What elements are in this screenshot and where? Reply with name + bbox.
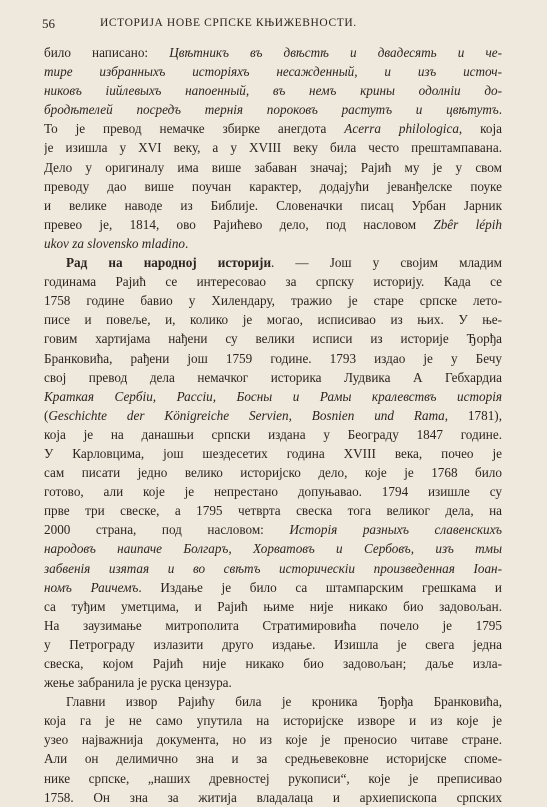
text-line [44, 444, 502, 463]
text-segment: 1758 године бавио у Хилендару, тражио је старе српске лето- [44, 293, 502, 309]
text-segment: никовъ іийлевыхъ напоенный, въ немъ крины одолніи до- [44, 83, 502, 99]
text-segment: Рад на народној историји [66, 255, 272, 271]
text-line [44, 425, 502, 444]
text-segment: На заузимање митрополита Стратимировића почело је 1795 [44, 617, 502, 633]
text-line [44, 463, 502, 482]
text-line [44, 349, 502, 368]
text-line [44, 177, 502, 196]
text-segment: годинама Рајић се интересовао за српску историју. Када се [44, 274, 502, 290]
text-segment: која га је не само упутила на историјске изворе и из које је [44, 713, 502, 729]
text-segment: свеска, којом Рајић није никако био задовољан; даље изла- [44, 656, 502, 671]
text-segment: прве три свеске, а 1795 четврта свеска тога великог дела, на [44, 503, 502, 519]
text-line [44, 62, 502, 81]
text-segment: готово, али које је непрестано допуњавао. 1794 изишле су [44, 484, 502, 500]
text-line [44, 539, 502, 558]
text-line [44, 559, 502, 578]
text-segment: превео је, 1814, ово Рајићево дело, под насловом [44, 216, 434, 232]
text-segment: 1758. Он зна за житија владалаца и архиепископа српских [44, 789, 502, 805]
text-segment: Geschichte der Königreiche Servien, Bosnien und Rama [48, 407, 445, 423]
text-segment: 2000 страна, под насловом: [44, 522, 290, 538]
text-line [44, 387, 502, 406]
text-segment: било написано: [44, 45, 170, 60]
text-segment: забвенія изятая и во свѣтъ историческіи произведенная Іоан- [44, 560, 502, 576]
body-text [44, 43, 502, 807]
text-line [44, 43, 502, 62]
text-line [44, 520, 502, 539]
text-line [44, 253, 502, 272]
text-segment: говим хартијама нађени су велики исписи из историје Ђорђа [44, 331, 502, 347]
text-segment: ( [44, 407, 49, 423]
text-segment: Цвѣтникъ въ двѣстѣ и двадесять и че- [169, 45, 502, 60]
text-line [44, 769, 502, 788]
text-line [44, 81, 502, 100]
text-segment: . [498, 102, 502, 118]
text-segment: . — Још у својим младим [271, 255, 502, 271]
text-segment: Бранковића, рађени још 1759 године. 1793 издао је у Бечу [44, 350, 502, 366]
text-line [44, 673, 502, 692]
text-segment: узео најважнија документа, но из које је преносио читаве стране. [44, 732, 502, 748]
text-segment: бродѣтелей посредъ тернія пороковъ растутъ и цвѣтутъ [44, 102, 499, 118]
text-line [44, 482, 502, 501]
text-line [44, 749, 502, 768]
text-segment: свој превод дела немачког историка Лудвика А Гебхардиа [44, 369, 502, 385]
text-segment: Zbêr lépih [433, 216, 502, 232]
text-segment: , 1781), [444, 407, 502, 423]
text-segment: преводу дао више поучан карактер, додајући јеванђелске поуке [44, 178, 502, 194]
text-segment: Исторія разныхъ славенскихъ [289, 522, 502, 538]
text-line [44, 272, 502, 291]
text-segment: номъ Раичемъ [44, 579, 139, 595]
text-segment: Главни извор Рајићу била је кроника Ђорђа Бранковића, [66, 694, 502, 710]
text-segment: Дело у оригиналу има више забаван значај; Рајић му је у свом [44, 159, 502, 175]
text-line [44, 635, 502, 654]
text-line [44, 788, 502, 807]
text-line [44, 730, 502, 749]
text-line [44, 654, 502, 673]
text-segment: са туђим уметцима, и Рајић њиме није никако био задовољан. [44, 598, 502, 614]
running-title: ИСТОРИЈА НОВЕ СРПСКЕ КЊИЖЕВНОСТИ. [100, 17, 357, 29]
text-segment: нике српске, „наших древностеј рукописи“, које је преписивао [44, 770, 502, 786]
text-segment: и велике наводе из Библије. Словеначки писац Урбан Јарник [44, 197, 502, 213]
text-segment: жење забранила је руска цензура. [44, 675, 232, 691]
text-segment: , која [458, 121, 502, 137]
text-line [44, 616, 502, 635]
text-segment: У Карловцима, још шездесетих година XVIII века, почео је [44, 445, 502, 461]
text-segment: . Издање је било са штампарским грешкама и [138, 579, 502, 595]
text-line [44, 100, 502, 119]
text-line [44, 215, 502, 234]
text-line [44, 597, 502, 616]
text-line [44, 368, 502, 387]
text-segment: ukov za slovensko mladino [44, 235, 186, 251]
text-segment: је изишла у XVI веку, а у XVIII веку била често прештампавана. [44, 140, 502, 156]
text-segment: То је превод немачке збирке анегдота [44, 121, 345, 137]
text-line [44, 138, 502, 157]
text-line [44, 711, 502, 730]
text-line [44, 291, 502, 310]
text-line [44, 234, 502, 253]
text-line [44, 578, 502, 597]
text-line [44, 310, 502, 329]
text-segment: тире избранныхъ исторіяхъ несажденный, и изъ источ- [44, 64, 502, 80]
text-segment: Али он делимично зна и за средњевековне историјске споме- [44, 751, 502, 767]
text-line [44, 501, 502, 520]
text-segment: у Петрограду излазити друго издање. Изишла је свега једна [44, 636, 502, 652]
text-line [44, 406, 502, 425]
text-segment: која је на данашњи српски издана у Београду 1847 године. [44, 426, 502, 442]
page-number: 56 [42, 16, 55, 31]
text-segment: Краткая Сербіи, Рассіи, Босны и Рамы кралевствъ исторія [44, 388, 502, 404]
text-line [44, 692, 502, 711]
text-segment: народовъ наипаче Болгаръ, Хорватовъ и Сербовъ, изъ тмы [44, 541, 502, 557]
text-line [44, 158, 502, 177]
text-line [44, 329, 502, 348]
text-segment: Acerra philologica [344, 121, 459, 137]
text-line [44, 196, 502, 215]
text-segment: . [185, 235, 189, 251]
text-line [44, 119, 502, 138]
text-segment: сам писати једно велико историјско дело, које је 1768 било [44, 465, 502, 481]
text-segment: писе и повеље, и, колико је могао, исписивао из њих. У ње- [44, 312, 502, 328]
